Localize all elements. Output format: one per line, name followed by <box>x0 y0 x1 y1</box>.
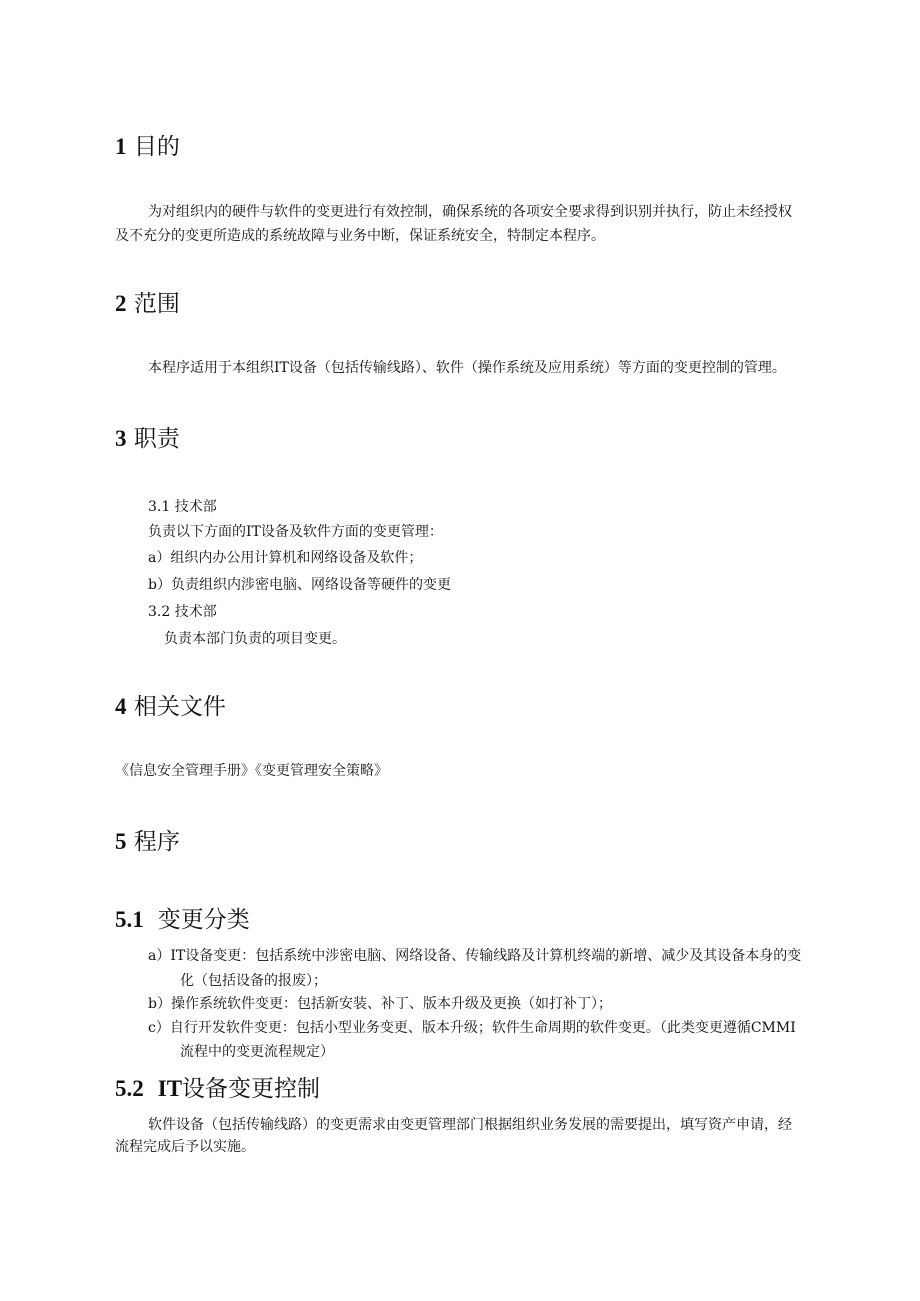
section-5-1-item-a-line2: 化（包括设备的报废）； <box>180 973 327 989</box>
section-5-2-para-line1: 软件设备（包括传输线路）的变更需求由变更管理部门根据组织业务发展的需要提出，填写资产申请，经 <box>148 1117 792 1133</box>
section-5-2-heading <box>115 1074 320 1104</box>
section-5-2-para-line2: 流程完成后予以实施。 <box>115 1139 255 1155</box>
section-3-line-4: b）负责组织内涉密电脑、网络设备等硬件的变更 <box>148 577 451 593</box>
section-2-title: 范围 <box>133 291 180 317</box>
section-2-heading <box>115 289 180 319</box>
section-1-title: 目的 <box>133 134 180 160</box>
section-3-last-line: 负责本部门负责的项目变更。 <box>164 631 346 647</box>
section-5-1-title: 变更分类 <box>157 907 250 933</box>
section-5-title: 程序 <box>133 829 180 855</box>
section-3-title: 职责 <box>133 426 180 452</box>
section-1-para-line2: 及不充分的变更所造成的系统故障与业务中断，保证系统安全，特制定本程序。 <box>115 228 605 244</box>
section-4-heading <box>115 692 226 722</box>
section-3-line-2: 负责以下方面的IT设备及软件方面的变更管理： <box>148 524 443 540</box>
section-5-2-title-bold: IT <box>157 1076 183 1101</box>
section-3-line-1: 3.1 技术部 <box>148 499 217 515</box>
section-5-1-item-b: b）操作系统软件变更：包括新安装、补丁、版本升级及更换（如打补丁）； <box>148 996 612 1012</box>
section-1-number: 1 <box>115 134 127 159</box>
section-5-2-number: 5.2 <box>115 1076 144 1101</box>
section-2-number: 2 <box>115 291 127 316</box>
section-1-para-line1: 为对组织内的硬件与软件的变更进行有效控制，确保系统的各项安全要求得到识别并执行，防止未经授权 <box>148 204 792 220</box>
section-5-2-title: 设备变更控制 <box>182 1076 321 1102</box>
section-5-1-item-c-line2: 流程中的变更流程规定） <box>180 1044 334 1060</box>
section-5-1-number: 5.1 <box>115 907 144 932</box>
section-5-1-heading <box>115 905 250 935</box>
section-3-line-3: a）组织内办公用计算机和网络设备及软件； <box>148 550 423 566</box>
section-3-heading <box>115 424 180 454</box>
section-5-1-item-c-line1: c）自行开发软件变更：包括小型业务变更、版本升级；软件生命周期的软件变更。（此类变更遵循CMMI <box>148 1020 796 1036</box>
section-4-para: 《信息安全管理手册》《变更管理安全策略》 <box>115 763 388 779</box>
section-3-line-5: 3.2 技术部 <box>148 604 217 620</box>
section-3-number: 3 <box>115 426 127 451</box>
section-5-heading <box>115 827 180 857</box>
section-1-heading <box>115 132 180 162</box>
section-2-para: 本程序适用于本组织IT设备（包括传输线路）、软件（操作系统及应用系统）等方面的变更控制的管理。 <box>148 360 786 376</box>
section-4-title: 相关文件 <box>133 694 226 720</box>
section-4-number: 4 <box>115 694 127 719</box>
section-5-number: 5 <box>115 829 127 854</box>
section-5-1-item-a-line1: a）IT设备变更：包括系统中涉密电脑、网络设备、传输线路及计算机终端的新增、减少及其设备本身的变 <box>148 948 802 964</box>
